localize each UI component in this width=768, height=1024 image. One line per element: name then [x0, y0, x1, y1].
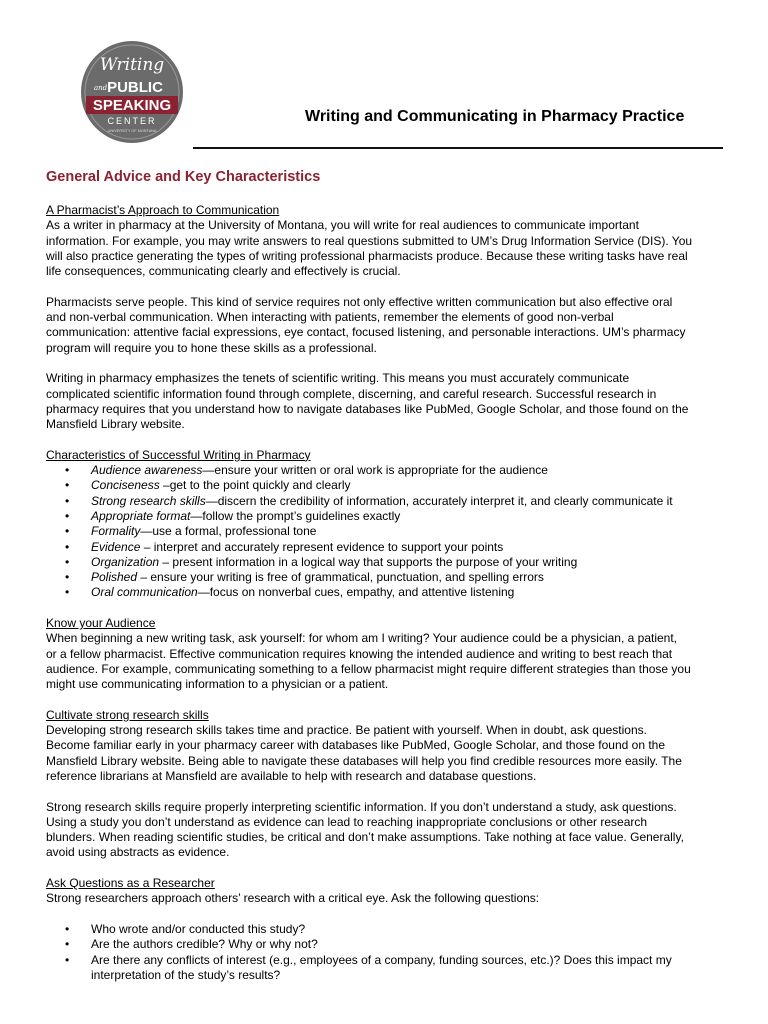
list-item — [46, 555, 726, 570]
definition: – interpret and accurately represent evidence to support your points — [140, 539, 504, 554]
definition: – present information in a logical way that supports the purpose of your writing — [159, 554, 578, 569]
term: Oral communication — [91, 585, 198, 600]
section-heading-characteristics: Characteristics of Successful Writing in Pharmacy — [46, 447, 311, 462]
document-body — [46, 203, 726, 983]
logo-public: PUBLIC — [107, 79, 163, 96]
term: Evidence — [91, 539, 141, 554]
list-item — [46, 585, 726, 600]
definition: —follow the prompt’s guidelines exactly — [190, 508, 401, 523]
text-line: Pharmacists serve people. This kind of service requires not only effective written communication but also effective oral — [46, 294, 673, 309]
definition: —discern the credibility of information, accurately interpret it, and clearly communicate it — [205, 493, 673, 508]
text-line: interpretation of the study’s results? — [91, 967, 281, 982]
list-item — [46, 937, 726, 952]
term: Polished — [91, 570, 138, 585]
text-line: pharmacy requires that you understand how to navigate databases like PubMed, Google Scholar, and those found on the — [46, 401, 689, 416]
text-line: Developing strong research skills takes time and practice. Be patient with yourself. When in doubt, ask questions. — [46, 723, 647, 738]
questions-list — [46, 922, 726, 983]
text-line: and non-verbal communication. When interacting with patients, remember the elements of good non-verbal — [46, 310, 614, 325]
text-line: Who wrote and/or conducted this study? — [91, 921, 306, 936]
section-heading-questions: Ask Questions as a Researcher — [46, 876, 215, 891]
title-divider — [193, 147, 723, 149]
list-item — [46, 494, 726, 509]
text-line: Strong research skills require properly interpreting scientific information. If you don’t understand a study, ask questions. — [46, 799, 677, 814]
text-line: Writing in pharmacy emphasizes the tenets of scientific writing. This means you must accurately communicate — [46, 371, 630, 386]
research-paragraph-2 — [46, 800, 726, 861]
text-line: avoid using abstracts as evidence. — [46, 845, 230, 860]
writing-center-logo — [80, 40, 184, 144]
term: Strong research skills — [91, 493, 206, 508]
list-item — [46, 478, 726, 493]
list-item — [46, 524, 726, 539]
section-heading-approach: A Pharmacist’s Approach to Communication — [46, 203, 280, 217]
list-item — [46, 509, 726, 524]
term: Appropriate format — [91, 508, 191, 523]
list-item — [46, 922, 726, 937]
text-line: blunders. When reading scientific studies, be critical and don’t make assumptions. Take nothing at face value. Generally, — [46, 830, 684, 845]
section-heading-audience: Know your Audience — [46, 616, 156, 631]
list-item — [46, 463, 726, 478]
text-line: reference librarians at Mansfield are available to help with research and database questions. — [46, 768, 537, 783]
logo-center: CENTER — [107, 116, 157, 126]
text-line: information. For example, you may write answers to real questions submitted to UM’s Drug Information Service (DIS). You — [46, 233, 693, 248]
questions-intro: Strong researchers approach others’ research with a critical eye. Ask the following questions: — [46, 891, 540, 906]
text-line: Are the authors credible? Why or why not? — [91, 937, 318, 952]
text-line: might use communicating information to a physician or a patient. — [46, 677, 389, 692]
audience-paragraph — [46, 631, 726, 692]
text-line: Become familiar early in your pharmacy career with databases like PubMed, Google Scholar, and those found on the — [46, 738, 666, 753]
text-line: When beginning a new writing task, ask yourself: for whom am I writing? Your audience could be a physician, a patient, — [46, 631, 678, 646]
text-line: Mansfield Library website. — [46, 417, 185, 432]
logo-speaking: SPEAKING — [92, 97, 172, 114]
list-item — [46, 540, 726, 555]
text-line: program will require you to hone these skills as a professional. — [46, 340, 377, 355]
list-item — [46, 570, 726, 585]
text-line: Using a study you don’t understand as evidence can lead to reaching inappropriate conclusions or other research — [46, 814, 648, 829]
approach-paragraph-3 — [46, 371, 726, 432]
approach-paragraph-1 — [46, 218, 726, 279]
logo-university: UNIVERSITY OF MONTANA — [107, 129, 157, 133]
list-item — [46, 953, 726, 984]
definition: —use a formal, professional tone — [140, 524, 317, 539]
text-line: complicated scientific information found through complete, discerning, and careful research. Successful research in — [46, 386, 657, 401]
logo-and: and — [94, 84, 108, 92]
term: Conciseness — [91, 478, 160, 493]
main-heading: General Advice and Key Characteristics — [46, 169, 321, 185]
research-paragraph-1 — [46, 723, 726, 784]
approach-paragraph-2 — [46, 295, 726, 356]
text-line: life consequences, communicating clearly and effectively is crucial. — [46, 264, 401, 279]
definition: – ensure your writing is free of grammatical, punctuation, and spelling errors — [137, 570, 544, 585]
logo-writing: Writing — [99, 55, 165, 75]
section-heading-research: Cultivate strong research skills — [46, 707, 209, 722]
term: Organization — [91, 554, 160, 569]
document-title: Writing and Communicating in Pharmacy Practice — [305, 108, 685, 125]
text-line: will also practice generating the types of writing professional pharmacists produce. Because these writing tasks have real — [46, 248, 688, 263]
definition: —focus on nonverbal cues, empathy, and attentive listening — [197, 585, 515, 600]
text-line: Mansfield Library website. Being able to navigate these databases will help you find credible resources more easily. The — [46, 753, 682, 768]
text-line: or a fellow pharmacist. Effective communication requires knowing the intended audience and writing to best reach that — [46, 646, 673, 661]
text-line: As a writer in pharmacy at the University of Montana, you will write for real audiences to communicate important — [46, 218, 639, 233]
text-line: Are there any conflicts of interest (e.g., employees of a company, funding sources, etc.)? Does this impact my — [91, 952, 672, 967]
definition: –get to the point quickly and clearly — [159, 478, 351, 493]
text-line: communication: attentive facial expressions, eye contact, focused listening, and personable interactions. UM’s pharmacy — [46, 325, 686, 340]
definition: —ensure your written or oral work is appropriate for the audience — [202, 463, 548, 478]
text-line: audience. For example, communicating something to a fellow pharmacist might require different strategies than those you — [46, 661, 691, 676]
term: Audience awareness — [91, 463, 203, 478]
term: Formality — [91, 524, 141, 539]
characteristics-list — [46, 463, 726, 601]
